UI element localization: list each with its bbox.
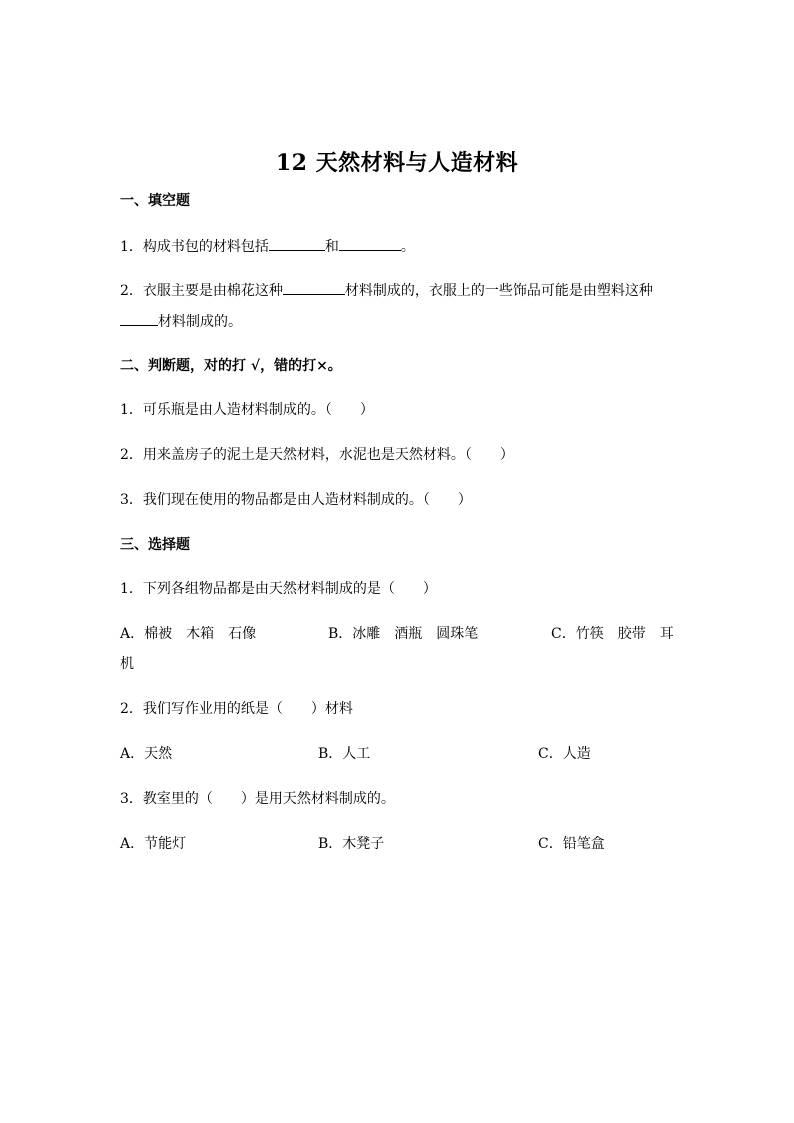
question-text: 材料制成的，衣服上的一些饰品可能是由塑料这种 — [344, 283, 653, 299]
question-text: 和 — [324, 239, 339, 255]
question-text: 可乐瓶是由人造材料制成的。（ ） — [142, 402, 374, 418]
judge-question-1 — [120, 400, 690, 420]
answer-blank[interactable] — [339, 236, 401, 251]
page-title: 12 天然材料与人造材料 — [275, 150, 519, 176]
fill-question-2 — [120, 280, 690, 301]
option-b[interactable]: B．冰雕 酒瓶 圆珠笔 — [328, 626, 479, 642]
option-b[interactable]: B．木凳子 — [318, 836, 385, 852]
question-text: 衣服主要是由棉花这种 — [142, 283, 283, 299]
option-a[interactable]: A．节能灯 — [120, 836, 187, 852]
question-number: 1． — [120, 239, 143, 255]
option-c[interactable]: C．铅笔盒 — [538, 836, 605, 852]
question-number: 1． — [120, 402, 143, 418]
option-c[interactable]: C．竹筷 胶带 耳 — [551, 626, 674, 642]
judge-question-3 — [120, 490, 690, 510]
option-a[interactable]: A．天然 — [120, 746, 173, 762]
choice-question-2-stem: 2．我们写作业用的纸是（ ）材料 — [120, 701, 353, 717]
judge-question-2 — [120, 445, 690, 465]
section1-heading: 一、填空题 — [120, 193, 190, 209]
question-number: 2． — [120, 447, 143, 463]
fill-question-1 — [120, 236, 690, 257]
question-text: 构成书包的材料包括 — [142, 239, 269, 255]
question-number: 3． — [120, 492, 143, 508]
question-text: 我们现在使用的物品都是由人造材料制成的。（ ） — [142, 492, 472, 508]
fill-question-2-wrap — [120, 311, 690, 332]
section2-heading: 二、判断题，对的打 √，错的打×。 — [120, 358, 342, 374]
question-text: 。 — [400, 239, 415, 255]
option-a[interactable]: A．棉被 木箱 石像 — [120, 626, 257, 642]
answer-blank[interactable] — [283, 280, 345, 295]
section3-heading: 三、选择题 — [120, 537, 190, 553]
choice-question-1-stem: 1．下列各组物品都是由天然材料制成的是（ ） — [120, 581, 437, 597]
answer-blank[interactable] — [120, 311, 158, 326]
question-text: 材料制成的。 — [158, 314, 242, 330]
option-b[interactable]: B．人工 — [318, 746, 371, 762]
choice-question-1-wrap: 机 — [120, 656, 134, 672]
question-number: 2． — [120, 283, 143, 299]
question-text: 用来盖房子的泥土是天然材料，水泥也是天然材料。（ ） — [142, 447, 514, 463]
choice-question-3-stem: 3．教室里的（ ）是用天然材料制成的。 — [120, 791, 395, 807]
answer-blank[interactable] — [269, 236, 325, 251]
option-c[interactable]: C．人造 — [538, 746, 591, 762]
